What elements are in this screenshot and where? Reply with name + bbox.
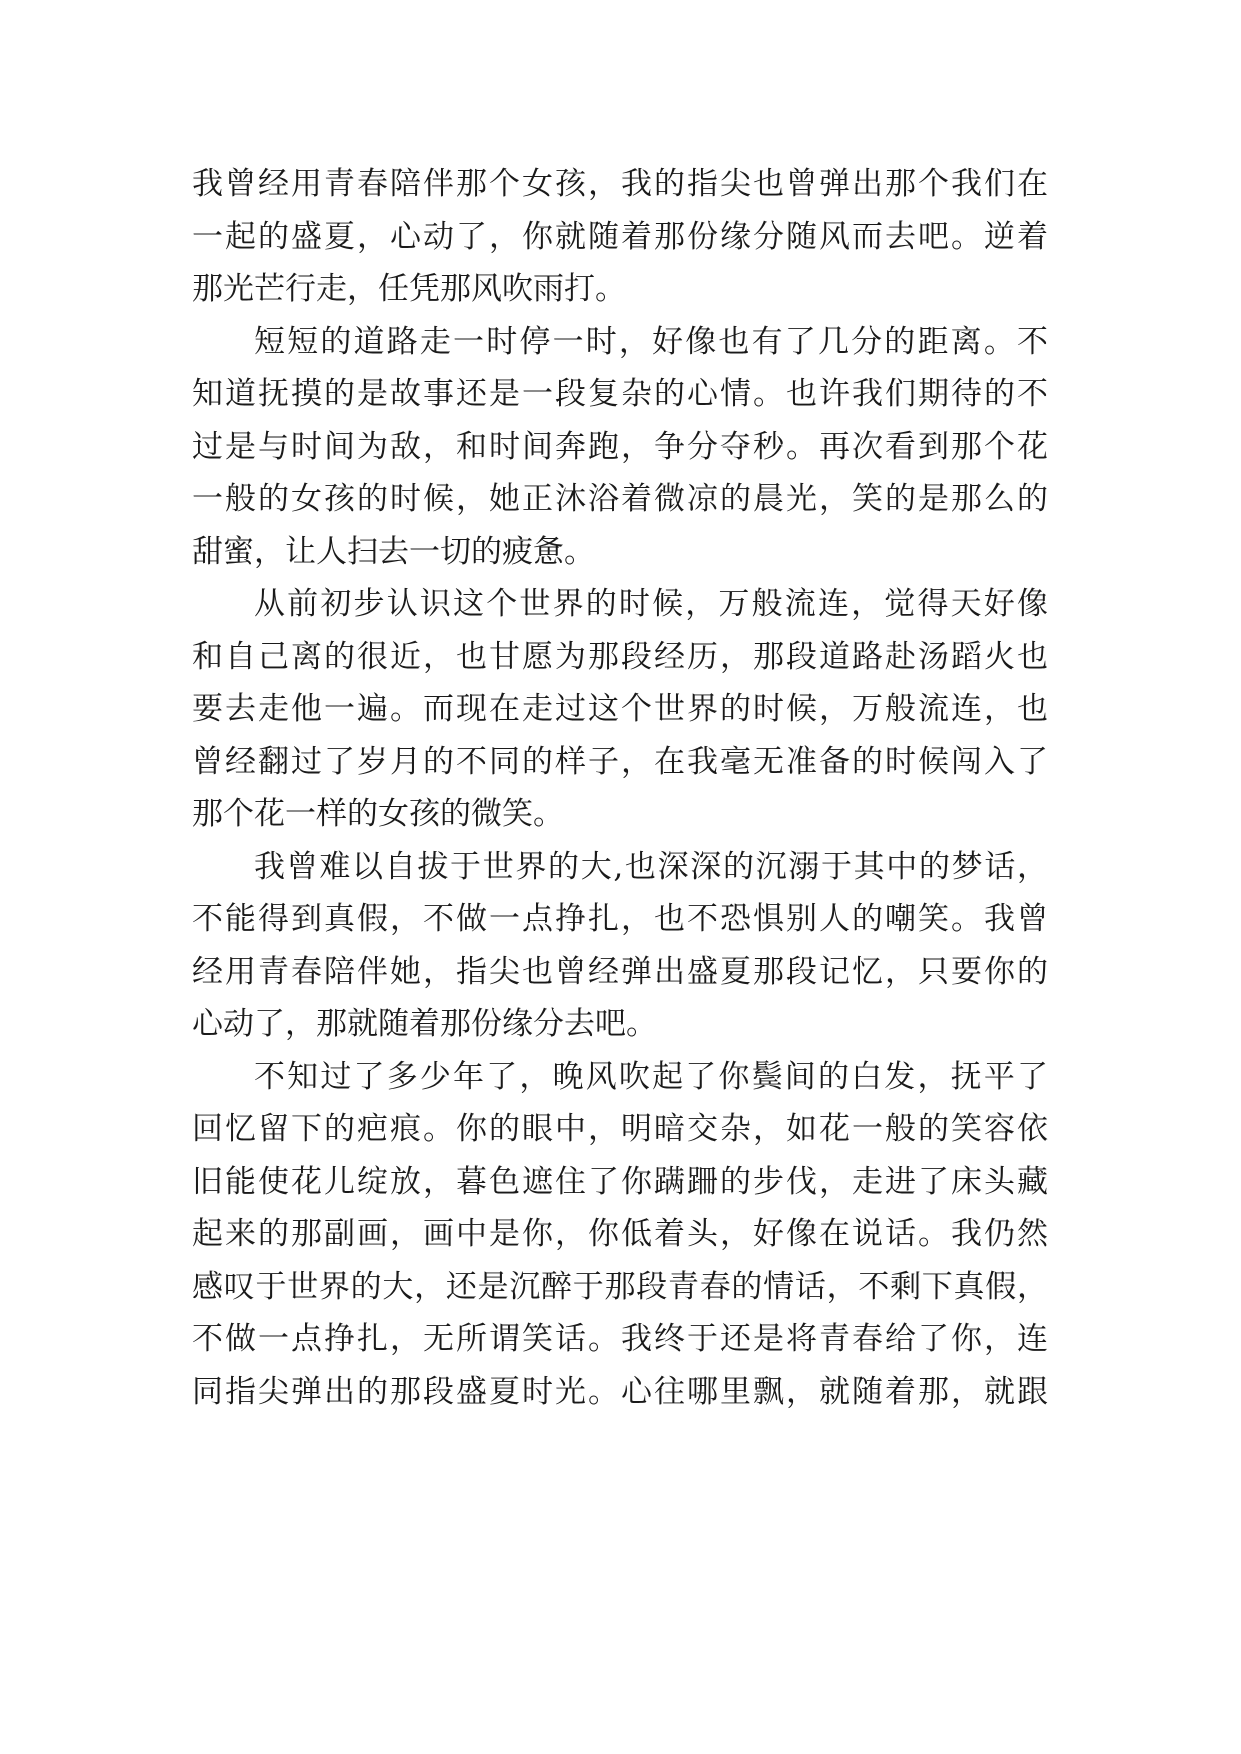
text-line: 不做一点挣扎，无所谓笑话。我终于还是将青春给了你，连 [192, 1321, 1048, 1357]
text-line: 回忆留下的疤痕。你的眼中，明暗交杂，如花一般的笑容依 [192, 1111, 1048, 1147]
text-line: 和自己离的很近，也甘愿为那段经历，那段道路赴汤蹈火也 [192, 638, 1048, 675]
text-line: 感叹于世界的大，还是沉醉于那段青春的情话，不剩下真假， [192, 1268, 1048, 1305]
paragraph [192, 841, 1048, 1051]
text-line: 曾经翻过了岁月的不同的样子，在我毫无准备的时候闯入了 [192, 743, 1048, 780]
text-line: 同指尖弹出的那段盛夏时光。心往哪里飘，就随着那，就跟 [192, 1373, 1048, 1410]
text-line: 那个花一样的女孩的微笑。 [192, 796, 564, 832]
paragraph [192, 158, 1048, 316]
text-line: 那光芒行走，任凭那风吹雨打。 [192, 271, 626, 307]
document-body [192, 158, 1048, 1418]
text-line: 心动了，那就随着那份缘分去吧。 [192, 1006, 657, 1042]
text-line: 我曾难以自拔于世界的大,也深深的沉溺于其中的梦话， [254, 848, 1048, 885]
text-line: 过是与时间为敌，和时间奔跑，争分夺秒。再次看到那个花 [192, 428, 1048, 465]
text-line: 一起的盛夏，心动了，你就随着那份缘分随风而去吧。逆着 [192, 218, 1048, 255]
text-line: 我曾经用青春陪伴那个女孩，我的指尖也曾弹出那个我们在 [192, 166, 1048, 202]
text-line: 知道抚摸的是故事还是一段复杂的心情。也许我们期待的不 [192, 376, 1048, 412]
text-line: 起来的那副画，画中是你，你低着头，好像在说话。我仍然 [192, 1216, 1048, 1252]
paragraph [192, 1051, 1048, 1419]
text-line: 一般的女孩的时候，她正沐浴着微凉的晨光，笑的是那么的 [192, 481, 1048, 517]
paragraph [192, 578, 1048, 841]
text-line: 短短的道路走一时停一时，好像也有了几分的距离。不 [254, 323, 1048, 360]
text-line: 甜蜜，让人扫去一切的疲惫。 [192, 533, 595, 570]
text-line: 旧能使花儿绽放，暮色遮住了你蹒跚的步伐，走进了床头藏 [192, 1163, 1048, 1200]
text-line: 不知过了多少年了，晚风吹起了你鬓间的白发，抚平了 [254, 1058, 1048, 1095]
text-line: 从前初步认识这个世界的时候，万般流连，觉得天好像 [254, 586, 1048, 622]
text-line: 要去走他一遍。而现在走过这个世界的时候，万般流连，也 [192, 691, 1048, 727]
paragraph [192, 316, 1048, 579]
text-line: 不能得到真假，不做一点挣扎，也不恐惧别人的嘲笑。我曾 [192, 901, 1048, 937]
text-line: 经用青春陪伴她，指尖也曾经弹出盛夏那段记忆，只要你的 [192, 953, 1048, 990]
